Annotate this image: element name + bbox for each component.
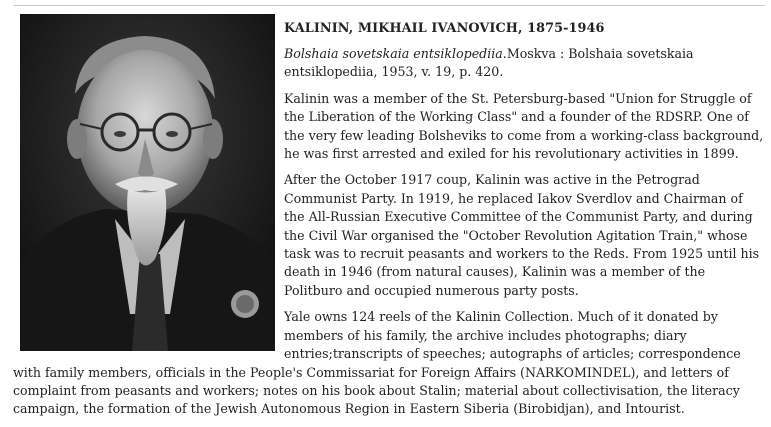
portrait-spacer [13,14,284,352]
paragraph-career: After the October 1917 coup, Kalinin was active in the Petrograd Communist Party. In 1919, he replaced Iakov Sverdlov and Chairman of the All-Russian Executive Committee of the Communist Party, and during the Civil War organised the "October Revolution Agitation Train," whose task was to recruit peasants and workers to the Reds. From 1925 until his death in 1946 (from natural causes), Kalinin was a member of the Politburo and occupied numerous party posts. [284,172,760,298]
article-title: KALININ, MIKHAIL IVANOVICH, 1875-1946 [284,21,605,36]
article [13,20,765,427]
paragraph-collection: Yale owns 124 reels of the Kalinin Collection. Much of it donated by members of his family, the archive includes photographs; diary entries;transcripts of speeches; autographs of articles; correspondence with family members, officials in the People's Commissariat for Foreign Affairs (NARKOMINDEL), and letters of complaint from peasants and workers; notes on his book about Stalin; material about collectivisation, the literacy campaign, the formation of the Jewish Autonomous Region in Eastern Siberia (Birobidjan), and Intourist. [13,309,741,417]
paragraph-bio: Kalinin was a member of the St. Petersburg-based "Union for Struggle of the Liberation of the Working Class" and a founder of the RDSRP. One of the very few leading Bolsheviks to come from a working-class background, he was first arrested and exiled for his revolutionary activities in 1899. [284,90,764,162]
source-title: Bolshaia sovetskaia entsiklopediia. [284,46,507,61]
top-divider [13,5,765,6]
source-details: Moskva : Bolshaia sovetskaia entsiklopediia, 1953, v. 19, p. 420. [284,46,694,80]
